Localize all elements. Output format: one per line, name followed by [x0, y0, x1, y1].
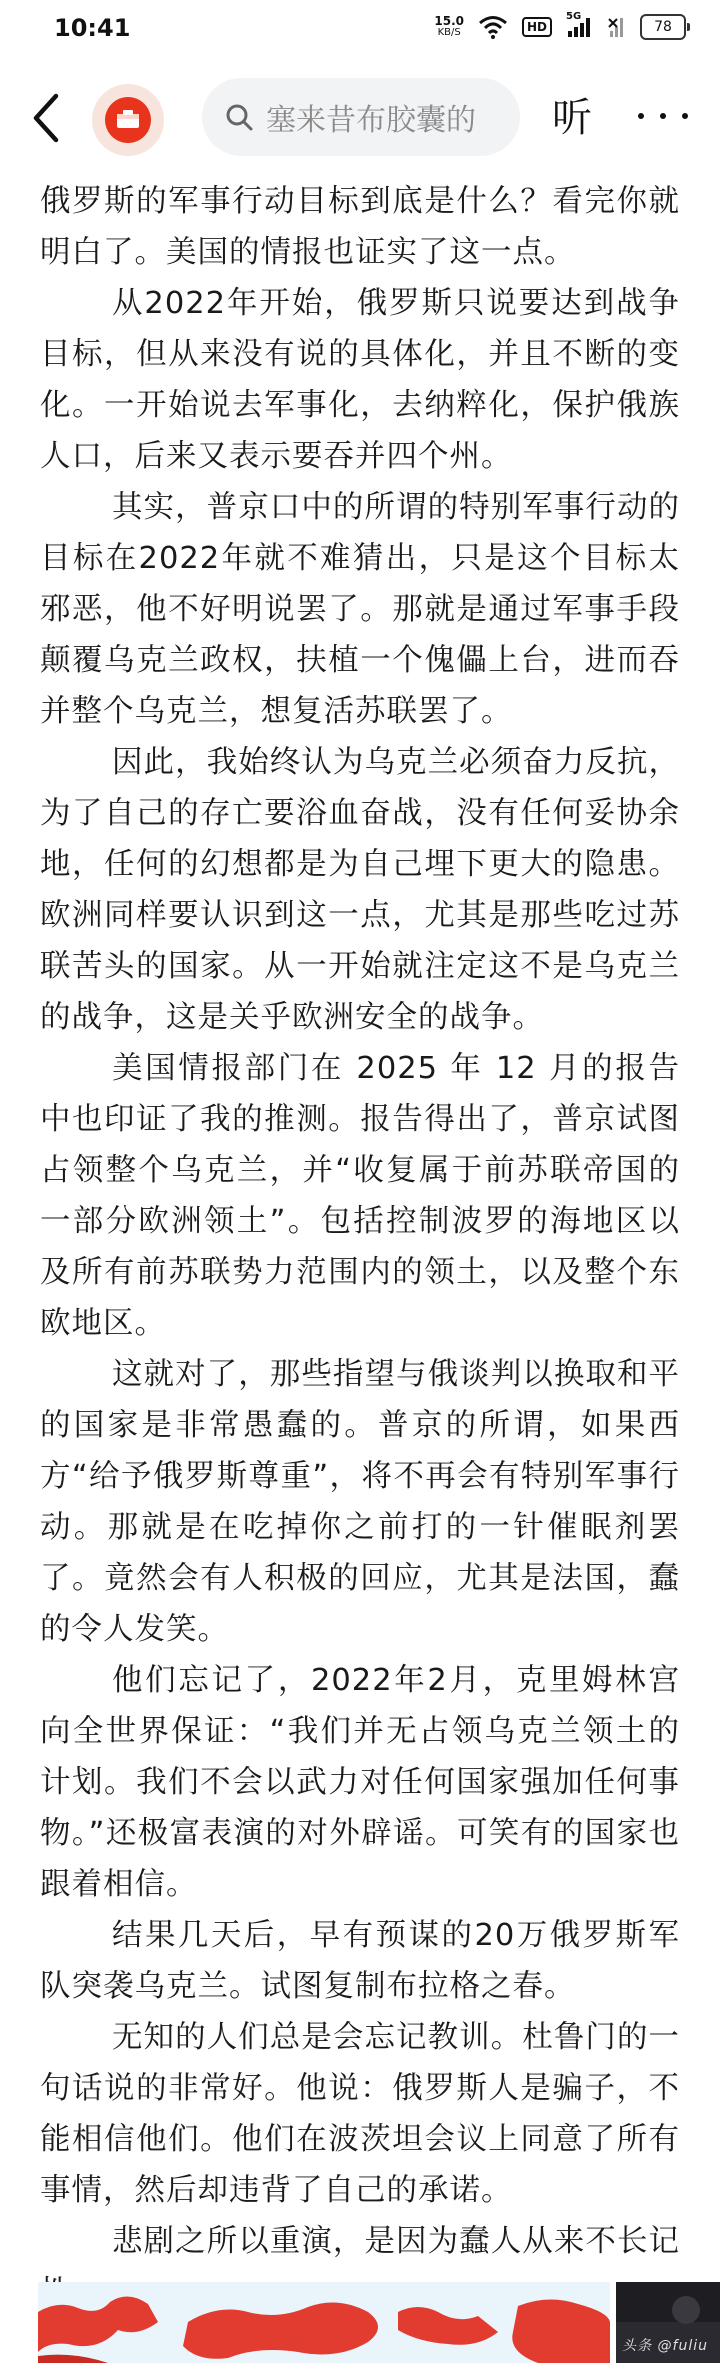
search-input[interactable]	[202, 78, 520, 156]
article-paragraph: 这就对了，那些指望与俄谈判以换取和平的国家是非常愚蠢的。普京的所谓，如果西方“给予俄罗斯尊重”，将不再会有特别军事行动。那就是在吃掉你之前打的一针催眠剂罢了。竟然会有人积极的回应，尤其是法国，蠢的令人发笑。	[40, 1357, 680, 1647]
listen-button[interactable]: 听	[552, 95, 592, 141]
search-placeholder: 塞来昔布胶囊的	[266, 103, 476, 138]
image-watermark: 头条 @fuliu	[622, 2338, 708, 2354]
article-image-map[interactable]	[38, 2282, 610, 2363]
hd-badge: HD	[522, 17, 552, 37]
article-body	[0, 176, 720, 2276]
article-paragraph: 悲剧之所以重演，是因为蠢人从来不长记	[112, 2224, 680, 2259]
article-paragraph: 他们忘记了，2022年2月，克里姆林宫向全世界保证：“我们并无占领乌克兰领土的计划。我们不会以武力对任何国家强加任何事物。”还极富表演的对外辟谣。可笑有的国家也跟着相信。	[40, 1663, 680, 1902]
search-icon	[224, 102, 254, 132]
status-icons	[434, 11, 686, 40]
more-options-icon[interactable]	[638, 96, 688, 136]
map-illustration	[38, 2282, 610, 2363]
more-dot	[660, 113, 666, 119]
app-logo-icon	[105, 97, 151, 143]
more-dot	[682, 113, 688, 119]
cell-signal-icon	[566, 11, 594, 39]
status-time: 10:41	[54, 14, 131, 42]
app-logo[interactable]	[92, 84, 164, 156]
article-paragraph: 因此，我始终认为乌克兰必须奋力反抗，为了自己的存亡要浴血奋战，没有任何妥协余地，任何的幻想都是为自己埋下更大的隐患。欧洲同样要认识到这一点，尤其是那些吃过苏联苦头的国家。从一开始就注定这不是乌克兰的战争，这是关乎欧洲安全的战争。	[40, 745, 680, 1035]
article-image-thumbnail[interactable]	[616, 2282, 720, 2363]
article-paragraph: 无知的人们总是会忘记教训。杜鲁门的一句话说的非常好。他说：俄罗斯人是骗子，不能相信他们。他们在波茨坦会议上同意了所有事情，然后却违背了自己的承诺。	[40, 2020, 680, 2208]
cell-signal-label: 5G	[566, 11, 582, 22]
network-speed-unit: KB/S	[437, 27, 461, 38]
article-paragraph: 美国情报部门在 2025 年 12 月的报告中也印证了我的推测。报告得出了，普京试图占领整个乌克兰，并“收复属于前苏联帝国的一部分欧洲领土”。包括控制波罗的海地区以及所有前苏联势力范围内的领土，以及整个东欧地区。	[40, 1051, 680, 1341]
article-paragraph: 俄罗斯的军事行动目标到底是什么？看完你就明白了。美国的情报也证实了这一点。	[40, 184, 680, 270]
no-signal-icon	[608, 15, 626, 39]
network-speed	[434, 15, 464, 39]
more-dot	[638, 113, 644, 119]
article-paragraph: 其实，普京口中的所谓的特别军事行动的目标在2022年就不难猜出，只是这个目标太邪恶，他不好明说罢了。那就是通过军事手段颠覆乌克兰政权，扶植一个傀儡上台，进而吞并整个乌克兰，想复活苏联罢了。	[40, 490, 680, 729]
battery-indicator: 78	[640, 14, 686, 40]
status-bar	[0, 0, 720, 62]
article-paragraph: 从2022年开始，俄罗斯只说要达到战争目标，但从来没有说的具体化，并且不断的变化。一开始说去军事化，去纳粹化，保护俄族人口，后来又表示要吞并四个州。	[40, 286, 680, 474]
network-speed-value: 15.0	[434, 14, 464, 28]
back-arrow-icon[interactable]	[26, 90, 72, 146]
wifi-icon	[478, 15, 508, 39]
top-nav-bar	[0, 62, 720, 176]
article-paragraph: 结果几天后，早有预谋的20万俄罗斯军队突袭乌克兰。试图复制布拉格之春。	[40, 1918, 680, 2004]
